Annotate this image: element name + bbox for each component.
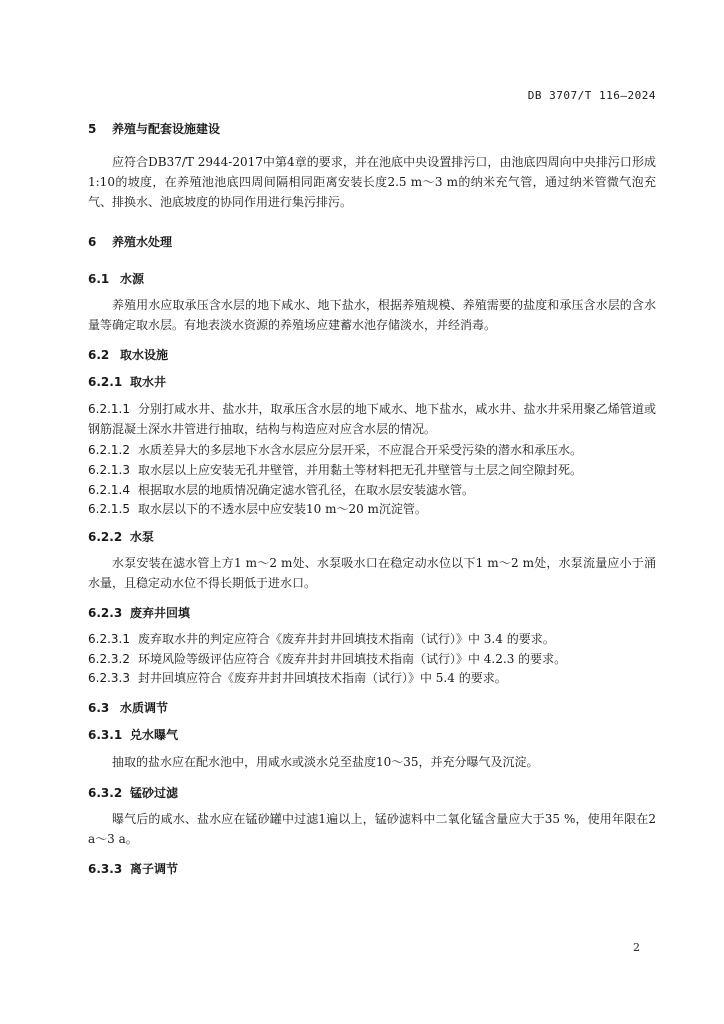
section-5-paragraph: 应符合DB37/T 2944-2017中第4章的要求，并在池底中央设置排污口，由池底四周向中央排污口形成1:10的坡度，在养殖池池底四周间隔相同距离安装长度2.5 m～3 m的纳米充气管，通过纳米管微气泡充气、排换水、池底坡度的协同作用进行集污排污。 bbox=[88, 155, 656, 209]
clause-item bbox=[88, 629, 656, 649]
section-6-3-1-paragraph: 抽取的盐水应在配水池中，用咸水或淡水兑至盐度10～35，并充分曝气及沉淀。 bbox=[112, 755, 539, 769]
heading-number: 6.2.2 bbox=[88, 530, 123, 544]
heading-number: 6 bbox=[88, 235, 97, 249]
heading-title: 离子调节 bbox=[130, 862, 179, 876]
heading-title: 水质调节 bbox=[120, 701, 169, 715]
heading-number: 6.3 bbox=[88, 701, 110, 715]
clause-item bbox=[88, 649, 656, 669]
section-6-3-heading bbox=[88, 699, 168, 716]
heading-number: 6.2 bbox=[88, 348, 110, 362]
section-6-heading bbox=[88, 233, 172, 250]
section-6-2-heading bbox=[88, 346, 168, 363]
clause-item bbox=[88, 668, 656, 688]
heading-title: 废弃井回填 bbox=[130, 606, 191, 620]
page-number: 2 bbox=[633, 941, 640, 954]
clause-text: 封井回填应符合《废弃井封井回填技术指南（试行）》中 5.4 的要求。 bbox=[137, 671, 507, 685]
heading-title: 水源 bbox=[120, 272, 145, 286]
heading-number: 5 bbox=[88, 122, 97, 136]
heading-number: 6.3.3 bbox=[88, 862, 123, 876]
clause-item bbox=[88, 480, 656, 500]
section-6-3-2-heading bbox=[88, 784, 178, 801]
heading-number: 6.1 bbox=[88, 272, 110, 286]
section-6-1-paragraph: 养殖用水应取承压含水层的地下咸水、地下盐水，根据养殖规模、养殖需要的盐度和承压含水层的含水量等确定取水层。有地表淡水资源的养殖场应建蓄水池存储淡水，并经消毒。 bbox=[88, 298, 656, 332]
clause-number: 6.2.3.1 bbox=[88, 632, 130, 646]
section-6-2-2-paragraph: 水泵安装在滤水管上方1 m～2 m处、水泵吸水口在稳定动水位以下1 m～2 m处，水泵流量应小于涌水量，且稳定动水位不得长期低于进水口。 bbox=[88, 556, 656, 590]
clause-item bbox=[88, 499, 656, 519]
clause-number: 6.2.1.5 bbox=[88, 502, 130, 516]
section-6-3-2-paragraph: 曝气后的咸水、盐水应在锰砂罐中过滤1遍以上，锰砂滤料中二氧化锰含量应大于35 %，使用年限在2 a～3 a。 bbox=[88, 812, 656, 846]
section-6-2-1-heading bbox=[88, 373, 166, 390]
clause-number: 6.2.3.3 bbox=[88, 671, 130, 685]
clause-text: 废弃取水井的判定应符合《废弃井封井回填技术指南（试行）》中 3.4 的要求。 bbox=[137, 632, 555, 646]
heading-title: 锰砂过滤 bbox=[130, 786, 179, 800]
clause-number: 6.2.3.2 bbox=[88, 652, 130, 666]
heading-number: 6.3.2 bbox=[88, 786, 123, 800]
clause-number: 6.2.1.2 bbox=[88, 443, 130, 457]
clause-text: 根据取水层的地质情况确定滤水管孔径，在取水层安装滤水管。 bbox=[137, 483, 474, 497]
heading-title: 兑水曝气 bbox=[130, 728, 179, 742]
heading-title: 取水设施 bbox=[120, 348, 169, 362]
section-6-2-2-heading bbox=[88, 528, 154, 545]
section-6-3-3-heading bbox=[88, 860, 178, 877]
clause-text: 取水层以上应安装无孔井壁管，并用黏土等材料把无孔井壁管与土层之间空隙封死。 bbox=[137, 463, 582, 477]
section-6-3-1-heading bbox=[88, 726, 178, 743]
clause-number: 6.2.1.3 bbox=[88, 463, 130, 477]
heading-number: 6.2.1 bbox=[88, 375, 123, 389]
heading-number: 6.3.1 bbox=[88, 728, 123, 742]
clause-item bbox=[88, 399, 656, 439]
clause-text: 取水层以下的不透水层中应安装10 m～20 m沉淀管。 bbox=[137, 502, 427, 516]
section-6-2-3-heading bbox=[88, 604, 190, 621]
clause-number: 6.2.1.1 bbox=[88, 402, 130, 416]
heading-number: 6.2.3 bbox=[88, 606, 123, 620]
heading-title: 养殖与配套设施建设 bbox=[112, 122, 221, 136]
section-6-1-heading bbox=[88, 270, 144, 287]
document-code: DB 3707/T 116—2024 bbox=[527, 89, 656, 102]
clause-text: 环境风险等级评估应符合《废弃井封井回填技术指南（试行）》中 4.2.3 的要求。 bbox=[137, 652, 567, 666]
heading-title: 养殖水处理 bbox=[112, 235, 173, 249]
section-5-heading bbox=[88, 120, 220, 137]
clause-number: 6.2.1.4 bbox=[88, 483, 130, 497]
clause-text: 分别打咸水井、盐水井，取承压含水层的地下咸水、地下盐水，咸水井、盐水井采用聚乙烯管道或钢筋混凝土深水井管进行抽取，结构与构造应对应含水层的情况。 bbox=[88, 402, 656, 436]
heading-title: 取水井 bbox=[130, 375, 167, 389]
heading-title: 水泵 bbox=[130, 530, 155, 544]
clause-item bbox=[88, 460, 656, 480]
clause-text: 水质差异大的多层地下水含水层应分层开采，不应混合开采受污染的潜水和承压水。 bbox=[137, 443, 582, 457]
clause-item bbox=[88, 440, 656, 460]
